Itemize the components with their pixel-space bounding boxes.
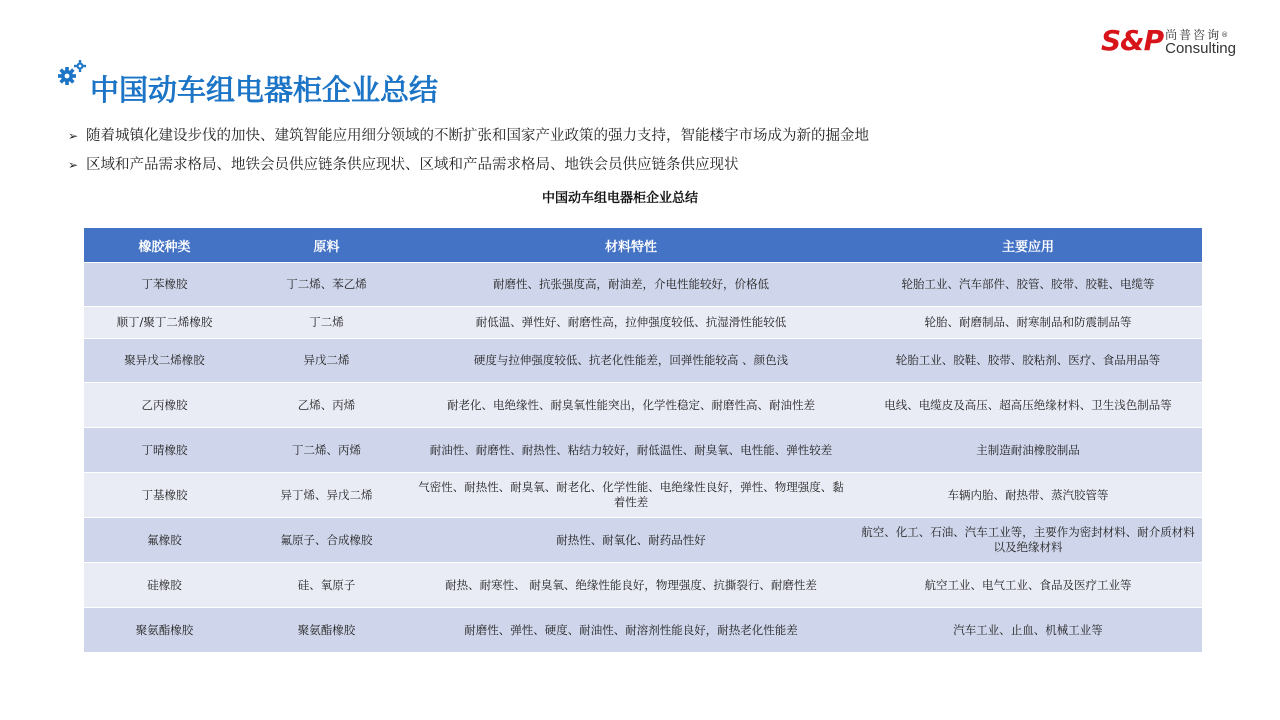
brand-text (1165, 28, 1236, 56)
cell-properties: 耐低温、弹性好、耐磨性高，拉伸强度较低、抗湿滑性能较低 (408, 307, 854, 339)
header-rubber-type: 橡胶种类 (84, 228, 245, 263)
table-title: 中国动车组电器柜企业总结 (541, 191, 698, 206)
brand-name-cn-text: 尚普咨询 (1165, 28, 1222, 42)
cell-rubber-type: 丁基橡胶 (84, 473, 245, 518)
cell-properties: 耐磨性、弹性、硬度、耐油性、耐溶剂性能良好，耐热老化性能差 (408, 608, 854, 653)
bullet-text: 随着城镇化建设步伐的加快、建筑智能应用细分领域的不断扩张和国家产业政策的强力支持，智能楼宇市场成为新的掘金地 (86, 128, 869, 144)
cell-raw-material: 异戊二烯 (245, 339, 408, 383)
cell-rubber-type: 丁晴橡胶 (84, 428, 245, 473)
cell-applications: 车辆内胎、耐热带、蒸汽胶管等 (854, 473, 1202, 518)
cell-applications: 航空工业、电气工业、食品及医疗工业等 (854, 563, 1202, 608)
bullet-item (68, 155, 869, 175)
table-row (84, 383, 1202, 428)
bullet-text: 区域和产品需求格局、地铁会员供应链条供应现状、区域和产品需求格局、地铁会员供应链条供应现状 (86, 157, 739, 173)
cell-properties: 耐热、耐寒性、 耐臭氧、绝缘性能良好，物理强度、抗撕裂行、耐磨性差 (408, 563, 854, 608)
cell-applications: 汽车工业、止血、机械工业等 (854, 608, 1202, 653)
cell-applications: 主制造耐油橡胶制品 (854, 428, 1202, 473)
cell-raw-material: 氟原子、合成橡胶 (245, 518, 408, 563)
cell-applications: 轮胎工业、汽车部件、胶管、胶带、胶鞋、电缆等 (854, 263, 1202, 307)
arrow-right-icon: ➢ (68, 158, 79, 172)
cell-applications: 航空、化工、石油、汽车工业等，主要作为密封材料、耐介质材料以及绝缘材料 (854, 518, 1202, 563)
cell-properties: 硬度与拉伸强度较低、抗老化性能差，回弹性能较高 、颜色浅 (408, 339, 854, 383)
table-row (84, 473, 1202, 518)
cell-properties: 耐磨性、抗张强度高，耐油差，介电性能较好，价格低 (408, 263, 854, 307)
cell-rubber-type: 顺丁/聚丁二烯橡胶 (84, 307, 245, 339)
table-row (84, 428, 1202, 473)
header-raw-material: 原料 (245, 228, 408, 263)
arrow-right-icon: ➢ (68, 129, 79, 143)
cell-raw-material: 硅、氧原子 (245, 563, 408, 608)
page-title: 中国动车组电器柜企业总结 (90, 73, 439, 107)
table-header-row (84, 228, 1202, 263)
bullet-list (68, 126, 869, 184)
brand-name-en: Consulting (1165, 40, 1236, 57)
cell-properties: 耐老化、电绝缘性、耐臭氧性能突出，化学性稳定、耐磨性高、耐油性差 (408, 383, 854, 428)
table-row (84, 608, 1202, 653)
table-row (84, 307, 1202, 339)
cell-applications: 电线、电缆皮及高压、超高压绝缘材料、卫生浅色制品等 (854, 383, 1202, 428)
header-properties: 材料特性 (408, 228, 854, 263)
brand-logo (1101, 26, 1236, 56)
cell-rubber-type: 乙丙橡胶 (84, 383, 245, 428)
header-applications: 主要应用 (854, 228, 1202, 263)
cell-raw-material: 丁二烯、苯乙烯 (245, 263, 408, 307)
cell-raw-material: 丁二烯、丙烯 (245, 428, 408, 473)
table-row (84, 563, 1202, 608)
cell-rubber-type: 聚氨酯橡胶 (84, 608, 245, 653)
cell-rubber-type: 硅橡胶 (84, 563, 245, 608)
bullet-item (68, 126, 869, 146)
cell-raw-material: 丁二烯 (245, 307, 408, 339)
table-row (84, 518, 1202, 563)
cell-rubber-type: 氟橡胶 (84, 518, 245, 563)
gears-icon (56, 58, 88, 90)
table-row (84, 339, 1202, 383)
cell-rubber-type: 丁苯橡胶 (84, 263, 245, 307)
cell-properties: 气密性、耐热性、耐臭氧、耐老化、化学性能、电绝缘性良好，弹性、物理强度、黏着性差 (408, 473, 854, 518)
cell-applications: 轮胎、耐磨制品、耐寒制品和防震制品等 (854, 307, 1202, 339)
cell-applications: 轮胎工业、胶鞋、胶带、胶粘剂、医疗、食品用品等 (854, 339, 1202, 383)
rubber-table (84, 228, 1202, 653)
cell-properties: 耐油性、耐磨性、耐热性、粘结力较好，耐低温性、耐臭氧、电性能、弹性较差 (408, 428, 854, 473)
cell-raw-material: 异丁烯、异戊二烯 (245, 473, 408, 518)
cell-raw-material: 聚氨酯橡胶 (245, 608, 408, 653)
cell-rubber-type: 聚异戊二烯橡胶 (84, 339, 245, 383)
table-row (84, 263, 1202, 307)
registered-mark: ® (1221, 31, 1231, 39)
brand-mark: S&P (1101, 24, 1164, 57)
cell-raw-material: 乙烯、丙烯 (245, 383, 408, 428)
cell-properties: 耐热性、耐氧化、耐药品性好 (408, 518, 854, 563)
